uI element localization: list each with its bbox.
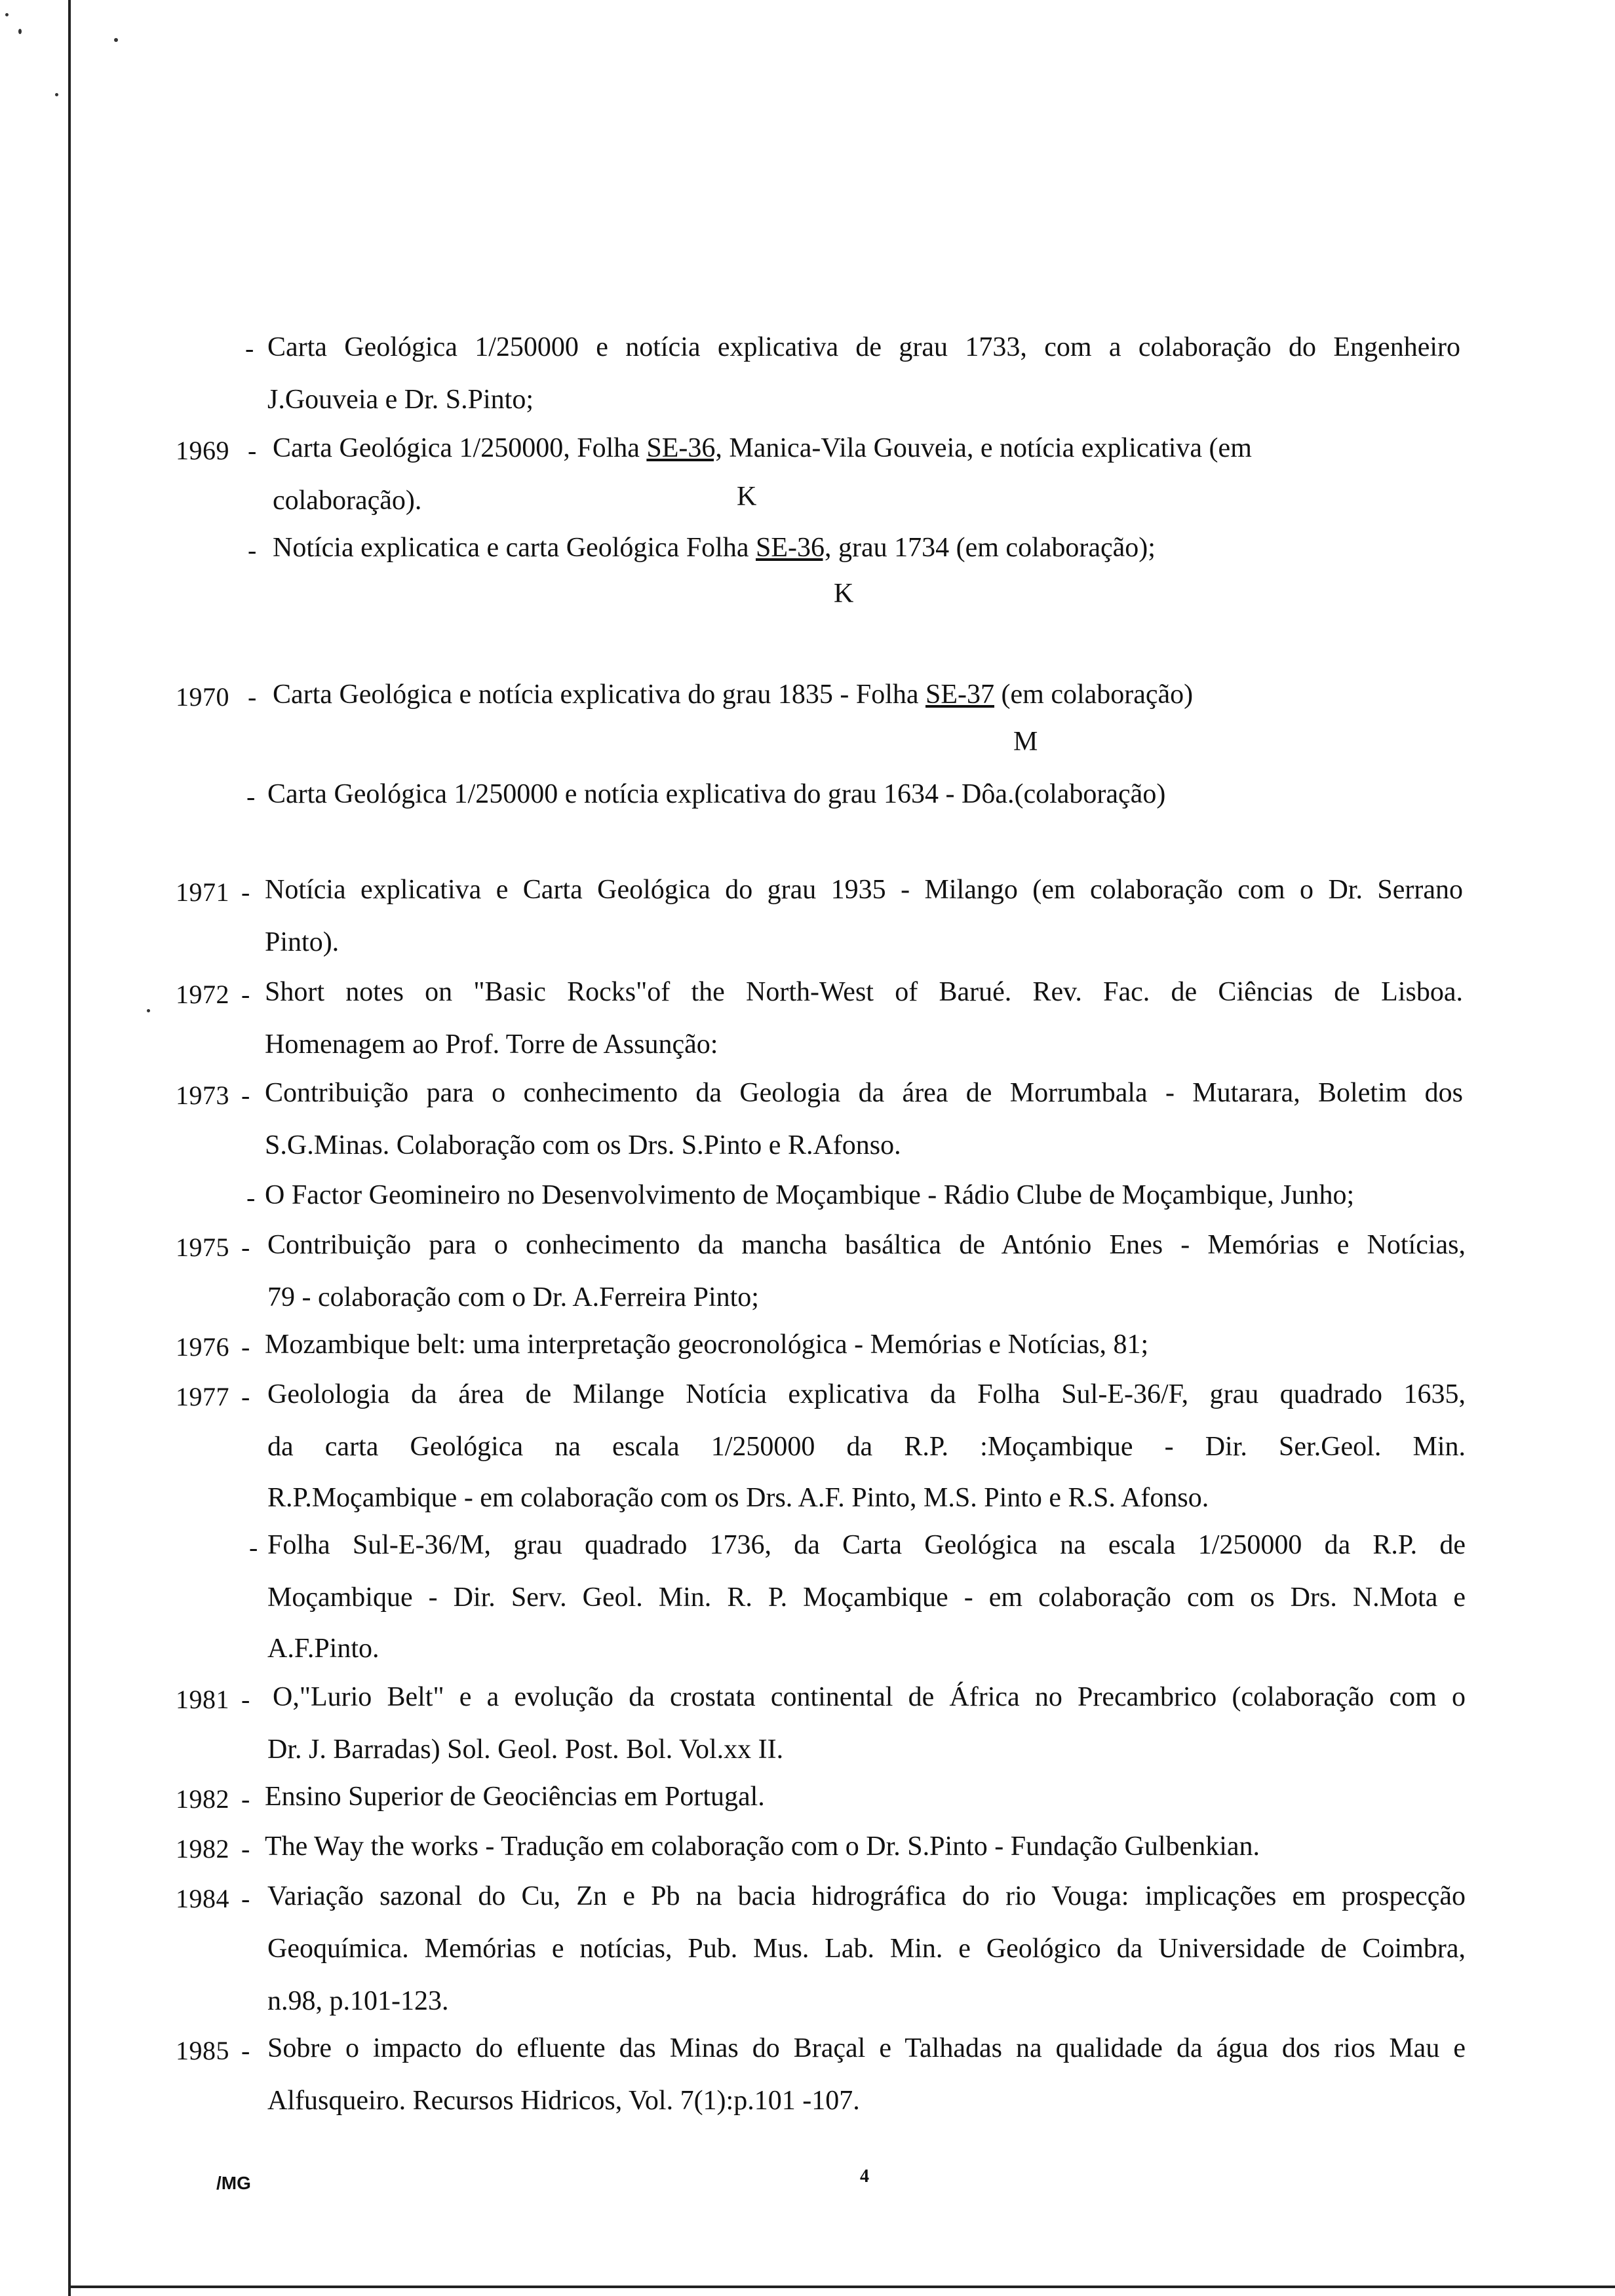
entry-dash: -: [241, 1685, 250, 1714]
scan-speck: [5, 13, 9, 16]
entry-dash: -: [241, 1784, 250, 1814]
entry-dash: -: [241, 2036, 250, 2065]
entry-line: Homenagem ao Prof. Torre de Assunção:: [265, 1029, 718, 1060]
entry-line: 79 - colaboração com o Dr. A.Ferreira Pinto;: [267, 1282, 759, 1312]
entry-dash: -: [241, 980, 250, 1009]
entry-year: 1981: [176, 1685, 229, 1714]
entry-line: S.G.Minas. Colaboração com os Drs. S.Pinto e R.Afonso.: [265, 1130, 901, 1160]
entry-dash: -: [241, 1884, 250, 1913]
sheet-ref: SE-36,: [756, 533, 832, 563]
entry-line: Variação sazonal do Cu, Zn e Pb na bacia hidrográfica do rio Vouga: implicações em prospecção: [267, 1881, 1466, 1911]
sheet-mark: K: [834, 579, 854, 609]
entry-line: Dr. J. Barradas) Sol. Geol. Post. Bol. Vol.xx II.: [267, 1734, 784, 1765]
entry-line: Geoquímica. Memórias e notícias, Pub. Mus. Lab. Min. e Geológico da Universidade de Coimbra,: [267, 1934, 1466, 1964]
sheet-mark: M: [1013, 727, 1038, 757]
entry-line: Carta Geológica 1/250000 e notícia explicativa do grau 1634 - Dôa.(colaboração): [267, 779, 1166, 809]
entry-dash: -: [245, 334, 254, 363]
entry-year: 1976: [176, 1332, 229, 1362]
entry-line: The Way the works - Tradução em colaboração com o Dr. S.Pinto - Fundação Gulbenkian.: [265, 1831, 1260, 1862]
sheet-ref: SE-37: [925, 679, 995, 710]
entry-year: 1975: [176, 1233, 229, 1262]
entry-line: da carta Geológica na escala 1/250000 da R.P. :Moçambique - Dir. Ser.Geol. Min.: [267, 1432, 1466, 1462]
scan-speck: [114, 38, 118, 42]
entry-year: 1984: [176, 1884, 229, 1913]
entry-year: 1982: [176, 1784, 229, 1814]
entry-line: Carta Geológica 1/250000, Folha SE-36, Manica-Vila Gouveia, e notícia explicativa (em: [273, 433, 1252, 463]
footer-initials: /MG: [216, 2173, 251, 2193]
entry-line: J.Gouveia e Dr. S.Pinto;: [267, 385, 534, 415]
entry-line: Ensino Superior de Geociências em Portugal.: [265, 1782, 765, 1812]
scan-speck: [18, 29, 22, 34]
page-number: 4: [860, 2166, 869, 2187]
entry-line: n.98, p.101-123.: [267, 1986, 449, 2016]
entry-dash: -: [241, 877, 250, 907]
entry-year: 1973: [176, 1081, 229, 1110]
entry-year: 1972: [176, 980, 229, 1009]
entry-line: Contribuição para o conhecimento da mancha basáltica de António Enes - Memórias e Notícias,: [267, 1230, 1466, 1260]
entry-year: 1971: [176, 877, 229, 907]
entry-dash: -: [241, 1233, 250, 1262]
entry-line: Notícia explicativa e Carta Geológica do grau 1935 - Milango (em colaboração com o Dr. Serrano: [265, 875, 1463, 905]
entry-dash: -: [246, 782, 256, 811]
entry-year: 1970: [176, 682, 229, 712]
entry-line: O Factor Geomineiro no Desenvolvimento de Moçambique - Rádio Clube de Moçambique, Junho;: [265, 1180, 1355, 1210]
entry-dash: -: [241, 1332, 250, 1362]
scan-speck: [147, 1009, 150, 1012]
entry-dash: -: [241, 1834, 250, 1864]
entry-year: 1977: [176, 1382, 229, 1411]
sheet-mark: K: [737, 482, 757, 512]
entry-line: Geolologia da área de Milange Notícia explicativa da Folha Sul-E-36/F, grau quadrado 1635,: [267, 1379, 1466, 1409]
entry-line: Contribuição para o conhecimento da Geologia da área de Morrumbala - Mutarara, Boletim dos: [265, 1078, 1463, 1108]
entry-line: Carta Geológica 1/250000 e notícia explicativa de grau 1733, com a colaboração do Engenheiro: [267, 332, 1460, 362]
entry-dash: -: [241, 1081, 250, 1110]
entry-line: Alfusqueiro. Recursos Hidricos, Vol. 7(1):p.101 -107.: [267, 2086, 860, 2116]
entry-year: 1985: [176, 2036, 229, 2065]
entry-line: O,"Lurio Belt" e a evolução da crostata continental de África no Precambrico (colaboração com o: [273, 1682, 1466, 1712]
entry-line: colaboração).: [273, 486, 422, 516]
entry-line: A.F.Pinto.: [267, 1634, 379, 1664]
entry-line: Notícia explicatica e carta Geológica Folha SE-36, grau 1734 (em colaboração);: [273, 533, 1156, 563]
sheet-ref: SE-36,: [646, 433, 722, 463]
entry-line: Short notes on "Basic Rocks"of the North-West of Barué. Rev. Fac. de Ciências de Lisboa.: [265, 977, 1463, 1007]
entry-line: Pinto).: [265, 927, 340, 957]
entry-line: Carta Geológica e notícia explicativa do grau 1835 - Folha SE-37 (em colaboração): [273, 679, 1194, 710]
entry-line: Sobre o impacto do efluente das Minas do Braçal e Talhadas na qualidade da água dos rios Mau e: [267, 2033, 1466, 2063]
scan-speck: [55, 93, 58, 96]
entry-year: 1982: [176, 1834, 229, 1864]
entry-line: Mozambique belt: uma interpretação geocronológica - Memórias e Notícias, 81;: [265, 1330, 1149, 1360]
entry-year: 1969: [176, 436, 229, 465]
entry-line: Folha Sul-E-36/M, grau quadrado 1736, da Carta Geológica na escala 1/250000 da R.P. de: [267, 1530, 1466, 1560]
entry-dash: -: [248, 682, 257, 712]
entry-line: Moçambique - Dir. Serv. Geol. Min. R. P. Moçambique - em colaboração com os Drs. N.Mota e: [267, 1582, 1466, 1613]
left-margin-rule: [68, 0, 71, 2296]
entry-dash: -: [248, 535, 257, 565]
entry-dash: -: [241, 1382, 250, 1411]
bottom-edge-rule: [68, 2286, 1615, 2288]
entry-dash: -: [248, 436, 257, 465]
entry-dash: -: [246, 1183, 256, 1212]
entry-line: R.P.Moçambique - em colaboração com os Drs. A.F. Pinto, M.S. Pinto e R.S. Afonso.: [267, 1483, 1209, 1513]
entry-dash: -: [249, 1533, 258, 1562]
